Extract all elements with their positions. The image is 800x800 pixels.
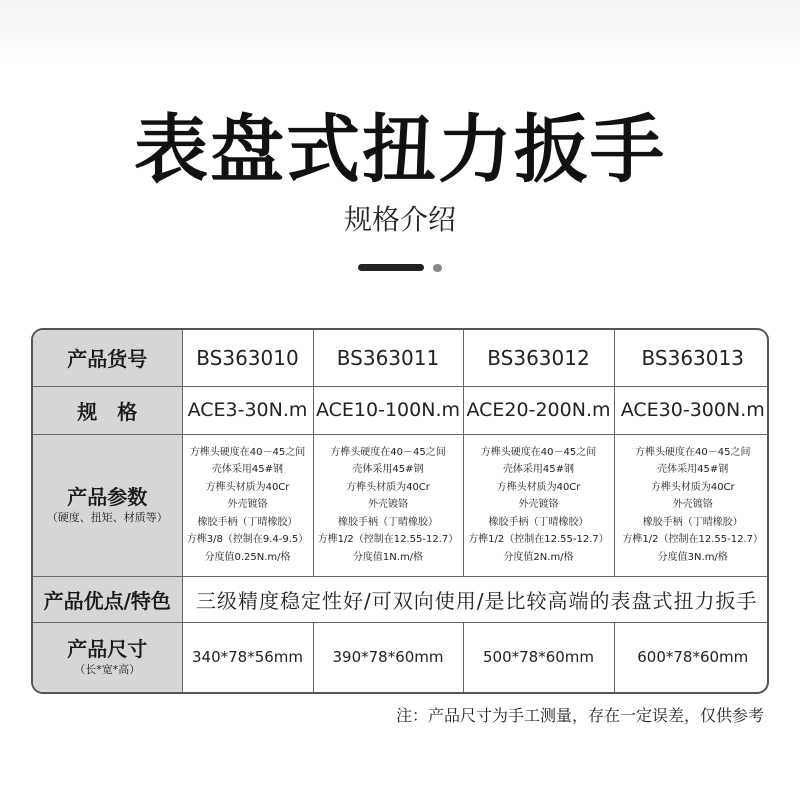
label-features: 产品优点/特色 xyxy=(33,576,182,622)
table-row-features xyxy=(33,576,769,622)
param-line: 分度值0.25N.m/格 xyxy=(204,551,291,563)
table-row-spec xyxy=(33,386,769,434)
label-size-main: 产品尺寸 xyxy=(67,637,148,662)
params-cell xyxy=(182,434,313,576)
param-line: 方榫头硬度在40－45之间 xyxy=(635,446,751,458)
param-line: 方榫头材质为40Cr xyxy=(205,481,290,493)
table-row-params xyxy=(33,434,769,576)
param-line: 壳体采用45#钢 xyxy=(211,464,284,476)
param-line: 方榫头硬度在40－45之间 xyxy=(189,446,306,458)
param-line: 方榫头材质为40Cr xyxy=(496,481,581,493)
label-params xyxy=(33,434,182,576)
spec-cell: ACE3-30N.m xyxy=(182,386,313,434)
param-line: 分度值1N.m/格 xyxy=(352,551,424,563)
param-line: 橡胶手柄（丁晴橡胶） xyxy=(338,516,438,528)
param-line: 方榫头材质为40Cr xyxy=(650,481,735,493)
param-line: 橡胶手柄（丁晴橡胶） xyxy=(488,516,589,528)
param-line: 壳体采用45#钢 xyxy=(502,464,575,476)
param-line: 方榫头硬度在40－45之间 xyxy=(330,446,446,458)
params-cell xyxy=(614,434,769,576)
param-line: 方榫1/2（控制在12.55-12.7） xyxy=(317,534,459,546)
spec-cell: ACE20-200N.m xyxy=(463,386,614,434)
size-cell: 340*78*56mm xyxy=(182,622,313,692)
param-line: 橡胶手柄（丁晴橡胶） xyxy=(197,516,298,528)
label-params-main: 产品参数 xyxy=(67,485,148,509)
label-spec: 规 格 xyxy=(33,386,182,434)
title-divider xyxy=(358,264,424,271)
model-cell: BS363013 xyxy=(614,330,769,386)
size-cell: 390*78*60mm xyxy=(313,622,463,692)
param-line: 方榫3/8（控制在9.4-9.5） xyxy=(186,534,309,546)
params-cell xyxy=(313,434,463,576)
param-line: 外壳镀铬 xyxy=(672,499,713,511)
param-line: 壳体采用45#钢 xyxy=(657,464,729,476)
param-line: 方榫1/2（控制在12.55-12.7） xyxy=(622,534,764,546)
param-line: 方榫头硬度在40－45之间 xyxy=(480,446,597,458)
table-row-model xyxy=(33,330,769,386)
spec-cell: ACE30-300N.m xyxy=(614,386,769,434)
param-line: 方榫1/2（控制在12.55-12.7） xyxy=(468,534,609,546)
page-subtitle: 规格介绍 xyxy=(343,203,456,236)
page-title: 表盘式扭力扳手 xyxy=(134,107,666,193)
label-size-note: （长*宽*高） xyxy=(74,663,141,677)
param-line: 橡胶手柄（丁晴橡胶） xyxy=(642,516,743,528)
spec-table xyxy=(31,328,769,694)
label-params-note: （硬度、扭矩、材质等） xyxy=(46,511,168,524)
params-cell xyxy=(463,434,614,576)
features-cell: 三级精度稳定性好/可双向使用/是比较高端的表盘式扭力扳手 xyxy=(182,576,769,622)
param-line: 分度值3N.m/格 xyxy=(657,551,728,563)
model-cell: BS363011 xyxy=(313,330,463,386)
size-cell: 500*78*60mm xyxy=(463,622,614,692)
footnote: 注：产品尺寸为手工测量，存在一定误差，仅供参考 xyxy=(395,706,764,725)
divider-dot xyxy=(433,264,442,272)
param-line: 外壳镀铬 xyxy=(368,499,408,511)
param-line: 壳体采用45#钢 xyxy=(352,464,424,476)
model-cell: BS363012 xyxy=(463,330,614,386)
label-size xyxy=(33,622,182,692)
size-cell: 600*78*60mm xyxy=(614,622,769,692)
table-row-size xyxy=(33,622,769,692)
param-line: 分度值2N.m/格 xyxy=(503,551,574,563)
param-line: 方榫头材质为40Cr xyxy=(346,481,430,493)
param-line: 外壳镀铬 xyxy=(227,499,268,511)
label-model: 产品货号 xyxy=(33,330,182,386)
model-cell: BS363010 xyxy=(182,330,313,386)
spec-cell: ACE10-100N.m xyxy=(313,386,463,434)
param-line: 外壳镀铬 xyxy=(518,499,559,511)
